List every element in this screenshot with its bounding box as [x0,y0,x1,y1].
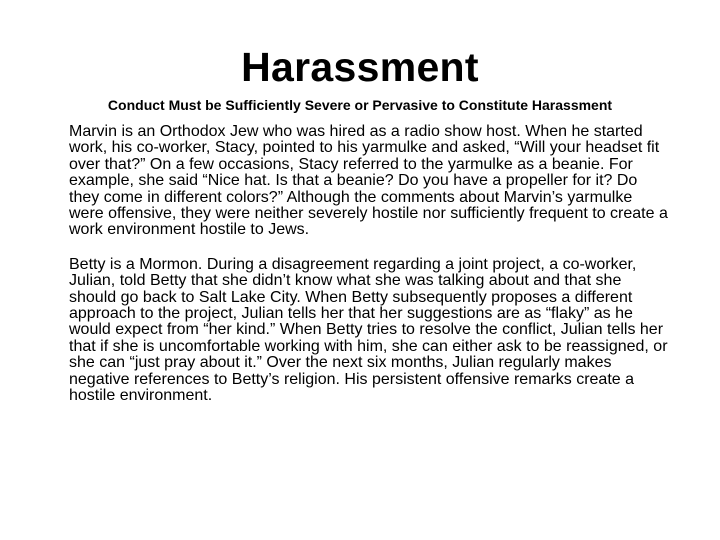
slide-title: Harassment [241,44,479,90]
slide-subtitle: Conduct Must be Sufficiently Severe or Pervasive to Constitute Harassment [107,97,613,113]
slide-body [69,124,669,405]
paragraph-betty-example: Betty is a Mormon. During a disagreement regarding a joint project, a co-worker, Julian, told Betty that she didn’t know what she was talking about and that she should go back to Salt Lake City. When Betty subsequently proposes a different approach to the project, Julian tells her that her suggestions are as “flaky” as he would expect from “her kind.” When Betty tries to resolve the conflict, Julian tells her that if she is uncomfortable working with him, she can either ask to be reassigned, or she can “just pray about it.” Over the next six months, Julian regularly makes negative references to Betty’s religion. His persistent offensive remarks create a hostile environment. [69,255,668,405]
paragraph-marvin-example: Marvin is an Orthodox Jew who was hired as a radio show host. When he started work, his co-worker, Stacy, pointed to his yarmulke and asked, “Will your headset fit over that?” On a few occasions, Stacy referred to the yarmulke as a beanie. For example, she said “Nice hat. Is that a beanie? Do you have a propeller for it? Do they come in different colors?” Although the comments about Marvin’s yarmulke were offensive, they were neither severely hostile nor sufficiently frequent to create a work environment hostile to Jews. [69,123,668,239]
